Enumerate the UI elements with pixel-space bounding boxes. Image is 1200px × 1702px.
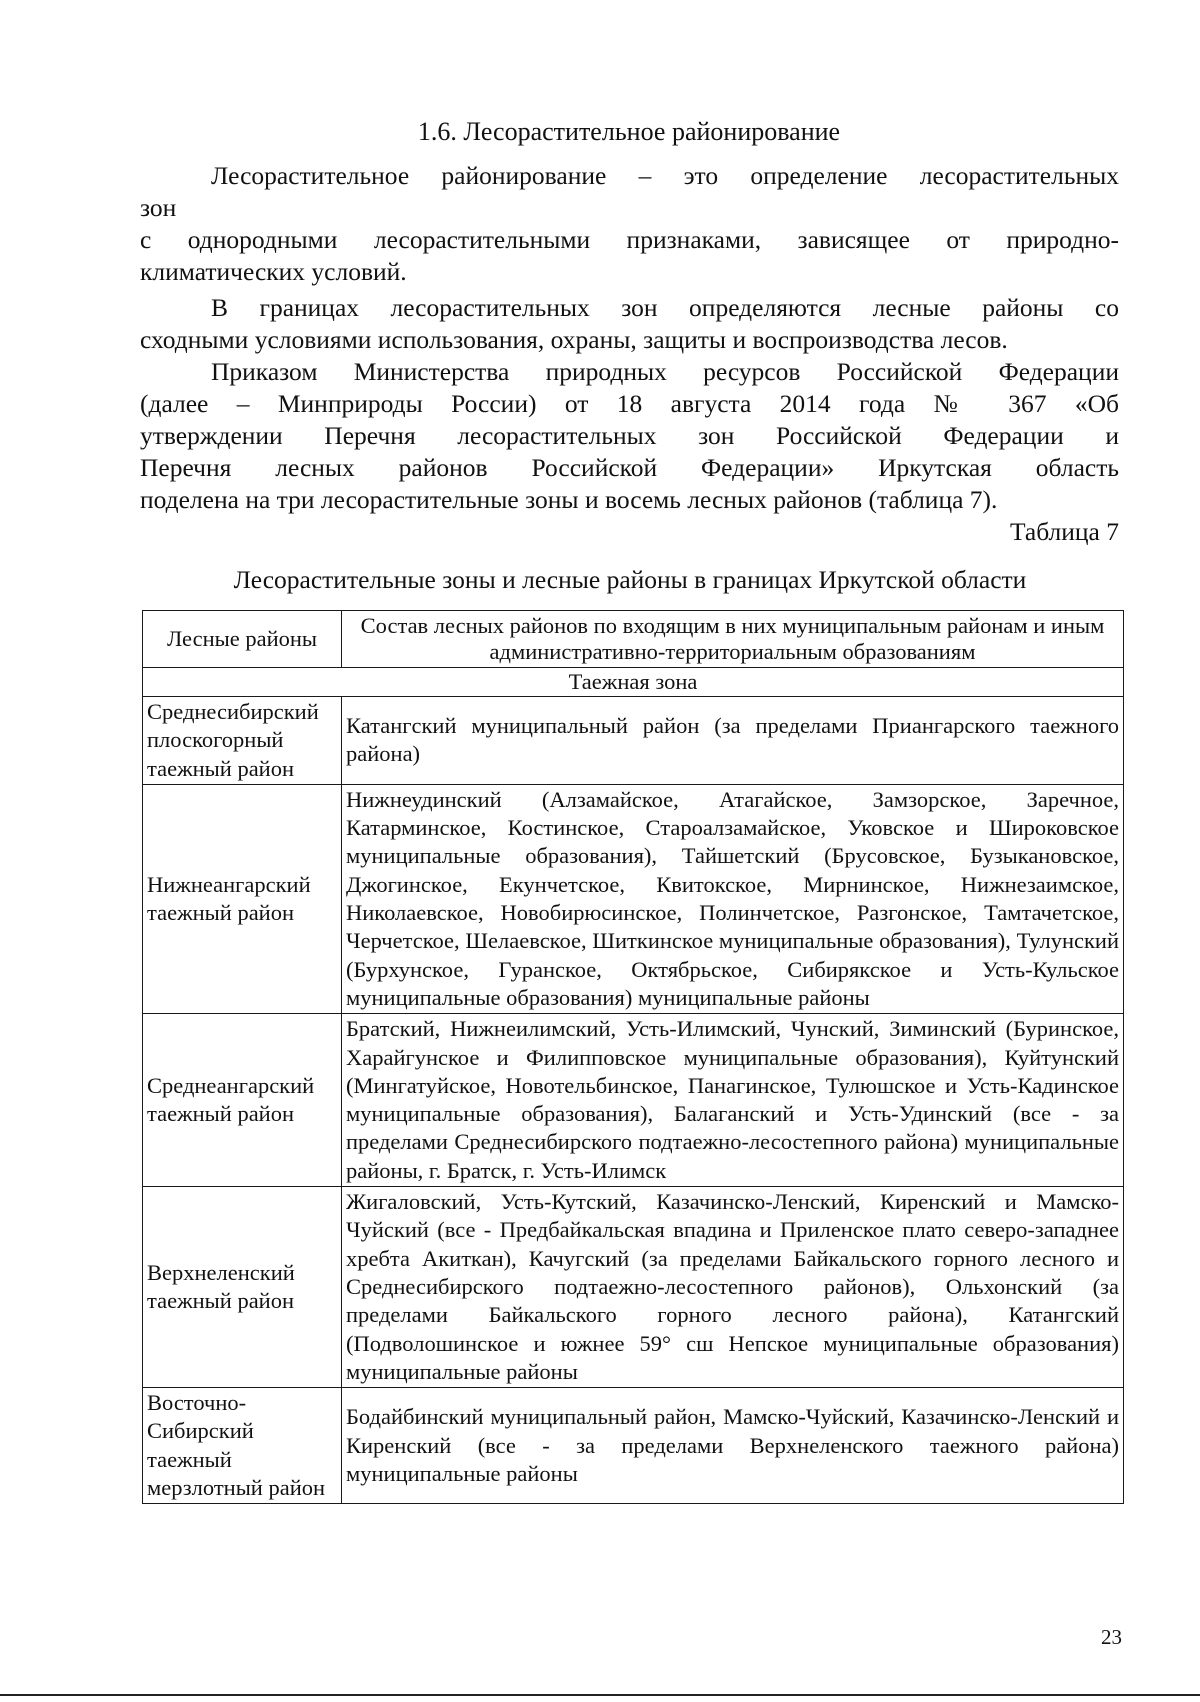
paragraph-order (140, 356, 1119, 516)
table-number: Таблица 7 (1009, 517, 1119, 546)
table-caption: Лесорастительные зоны и лесные районы в границах Иркутской области (233, 565, 1027, 594)
table-row (143, 784, 1124, 1013)
zone-row (143, 668, 1124, 697)
zone-cell: Таежная зона (143, 668, 1124, 697)
district-composition-cell: Катангский муниципальный район (за пределами Приангарского таежного района) (342, 697, 1124, 785)
district-name-cell: Восточно-Сибирский таежный мерзлотный район (143, 1388, 342, 1504)
forest-districts-table (142, 610, 1124, 1504)
district-composition-cell: Бодайбинский муниципальный район, Мамско-Чуйский, Казачинско-Ленский и Киренский (все - за пределами Верхнеленского таежного района) муниципальные районы (342, 1388, 1124, 1504)
paragraph-definition (140, 160, 1119, 288)
text-line: Приказом Министерства природных ресурсов Российской Федерации (211, 357, 1119, 386)
header-cell-districts: Лесные районы (143, 611, 342, 668)
table-row (143, 697, 1124, 785)
text-line: Перечня лесных районов Российской Федерации» Иркутская область (140, 453, 1119, 482)
text-line: утверждении Перечня лесорастительных зон Российской Федерации и (140, 421, 1119, 450)
district-composition-cell: Братский, Нижнеилимский, Усть-Илимский, Чунский, Зиминский (Буринское, Харайгунское и Филипповское муниципальные образования), Куйтунский (Мингатуйское, Новотельбинское, Панагинское, Тулюшское и Усть-Кадинское муниципальные образования), Балаганский и Усть-Удинский (все - за пределами Среднесибирского подтаежно-лесостепного района) муниципальные районы, г. Братск, г. Усть-Илимск (342, 1014, 1124, 1187)
text-line: Лесорастительное районирование – это определение лесорастительных (211, 161, 1119, 190)
district-name-cell: Верхнеленский таежный район (143, 1187, 342, 1388)
scan-edge-line (0, 1694, 1200, 1696)
text-line: В границах лесорастительных зон определяются лесные районы со (211, 293, 1119, 322)
table-header-row (143, 611, 1124, 668)
text-line: (далее – Минприроды России) от 18 августа 2014 года № 367 «Об (140, 389, 1119, 418)
text-line: с однородными лесорастительными признаками, зависящее от природно- (140, 225, 1119, 254)
text-line: зон (140, 193, 177, 222)
table-row (143, 1187, 1124, 1388)
district-name-cell: Нижнеангарский таежный район (143, 784, 342, 1013)
district-composition-cell: Жигаловский, Усть-Кутский, Казачинско-Ленский, Киренский и Мамско-Чуйский (все - Предбайкальская впадина и Приленское плато северо-западнее хребта Акиткан), Качугский (за пределами Байкальского горного лесного и Среднесибирского подтаежно-лесостепного районов), Ольхонский (за пределами Байкальского горного лесного района), Катангский (Подволошинское и южнее 59° сш Непское муниципальные образования) муниципальные районы (342, 1187, 1124, 1388)
page-number: 23 (1101, 1625, 1122, 1649)
table-row (143, 1388, 1124, 1504)
table-row (143, 1014, 1124, 1187)
text-line: поделена на три лесорастительные зоны и восемь лесных районов (таблица 7). (140, 485, 998, 514)
district-name-cell: Среднеангарский таежный район (143, 1014, 342, 1187)
header-cell-composition: Состав лесных районов по входящим в них муниципальным районам и иным административно-территориальным образованиям (342, 611, 1124, 668)
paragraph-boundaries (140, 292, 1119, 356)
text-line: климатических условий. (140, 257, 407, 286)
section-title: 1.6. Лесорастительное районирование (417, 117, 841, 146)
text-line: сходными условиями использования, охраны, защиты и воспроизводства лесов. (140, 325, 1008, 354)
district-composition-cell: Нижнеудинский (Алзамайское, Атагайское, Замзорское, Заречное, Катарминское, Костинское, Староалзамайское, Уковское и Широковское муниципальные образования), Тайшетский (Брусовское, Бузыкановское, Джогинское, Екунчетское, Квитокское, Мирнинское, Нижнезаимское, Николаевское, Новобирюсинское, Полинчетское, Разгонское, Тамтачетское, Черчетское, Шелаевское, Шиткинское муниципальные образования), Тулунский (Бурхунское, Гуранское, Октябрьское, Сибирякское и Усть-Кульское муниципальные образования) муниципальные районы (342, 784, 1124, 1013)
district-name-cell: Среднесибирский плоскогорный таежный район (143, 697, 342, 785)
